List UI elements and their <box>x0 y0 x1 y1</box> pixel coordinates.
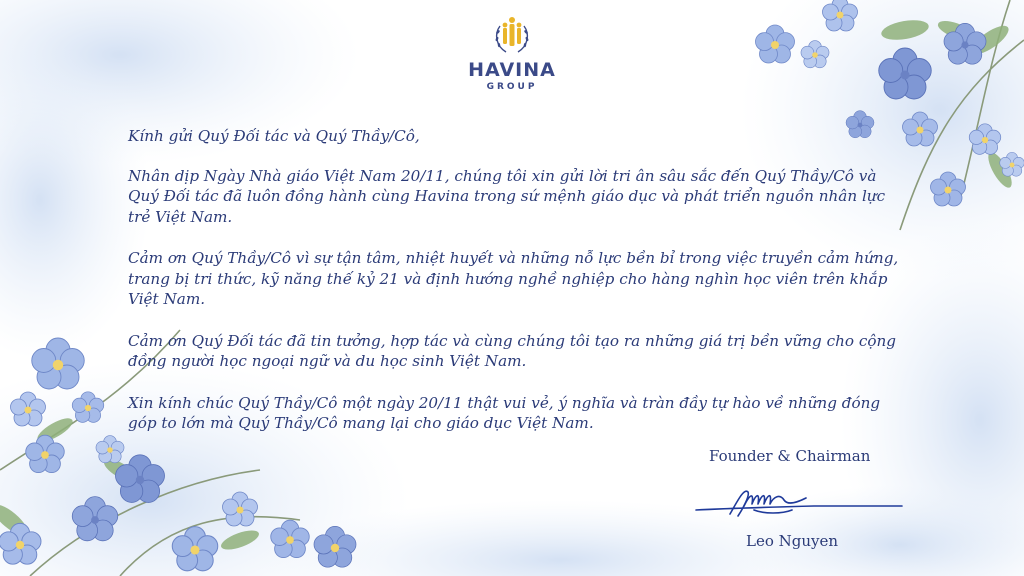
letter-paragraph: Cảm ơn Quý Thầy/Cô vì sự tận tâm, nhiệt huyết và những nỗ lực bền bỉ trong việc truyền cảm hứng, trang bị tri thức, kỹ năng thế kỷ 21 và định hướng nghề nghiệp cho hàng nghìn học viên trên khắp Việt Nam. <box>128 249 899 308</box>
letter-paragraph: Xin kính chúc Quý Thầy/Cô một ngày 20/11 thật vui vẻ, ý nghĩa và tràn đầy tự hào về những đóng góp to lớn mà Quý Thầy/Cô mang lại cho giáo dục Việt Nam. <box>128 393 881 432</box>
logo-subtitle: GROUP <box>486 82 538 92</box>
havina-logo <box>462 14 562 110</box>
handwritten-signature <box>694 480 904 524</box>
letter-paragraph: Nhân dịp Ngày Nhà giáo Việt Nam 20/11, chúng tôi xin gửi lời tri ân sâu sắc đến Quý Thầy/Cô và Quý Đối tác đã luôn đồng hành cùng Havina trong sứ mệnh giáo dục và phát triển nguồn nhân lực trẻ Việt Nam. <box>128 166 886 226</box>
letter-greeting: Kính gửi Quý Đối tác và Quý Thầy/Cô, <box>128 127 420 145</box>
letter-body <box>128 126 908 455</box>
letter-paragraph: Cảm ơn Quý Đối tác đã tin tưởng, hợp tác và cùng chúng tôi tạo ra những giá trị bền vững cho cộng đồng người học ngoại ngữ và du học sinh Việt Nam. <box>128 331 896 370</box>
signer-name: Leo Nguyen <box>746 532 839 550</box>
logo-wordmark: HAVINA <box>468 59 556 81</box>
signer-title: Founder & Chairman <box>709 447 871 465</box>
havina-emblem-icon <box>490 14 534 58</box>
